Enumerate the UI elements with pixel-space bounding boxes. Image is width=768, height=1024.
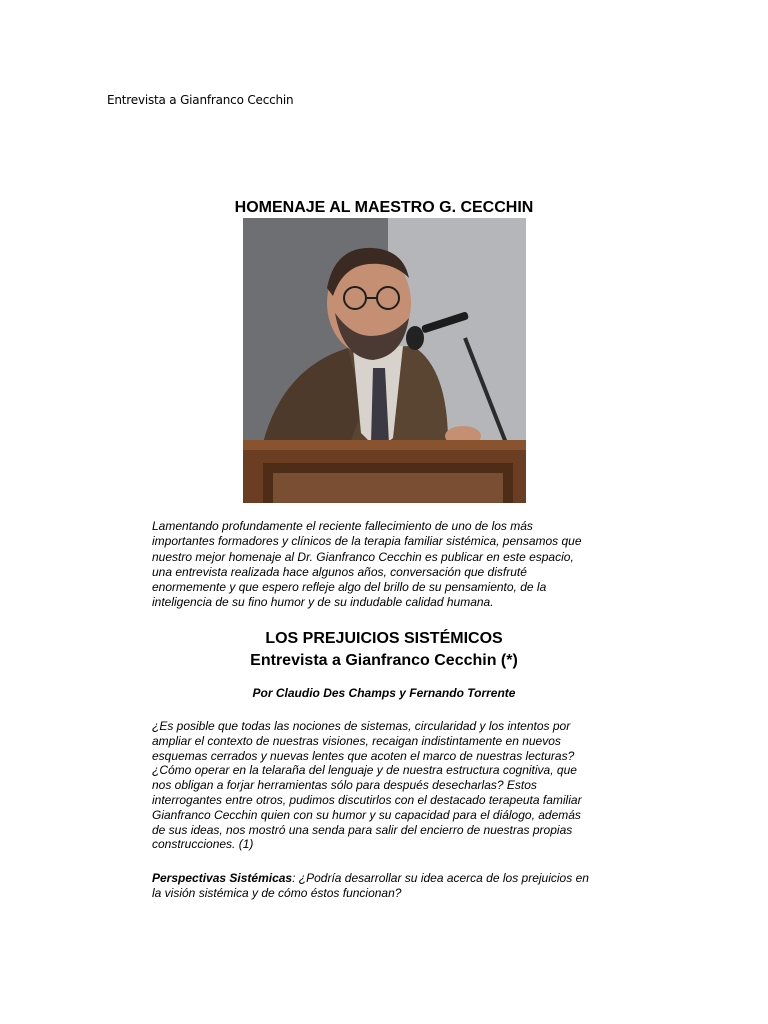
paragraph-line: Gianfranco Cecchin quien con su humor y su capacidad para el diálogo, además <box>152 807 581 822</box>
portrait-photo <box>243 218 526 503</box>
byline: Por Claudio Des Champs y Fernando Torrente <box>252 686 516 700</box>
intro-line: inteligencia de su fino humor y de su indudable calidad humana. <box>152 595 494 610</box>
intro-line: nuestro mejor homenaje al Dr. Gianfranco Cecchin es publicar en este espacio, <box>152 549 574 564</box>
question-text: : ¿Podría desarrollar su idea acerca de los prejuicios en <box>292 871 589 885</box>
interview-question <box>152 871 622 901</box>
paragraph-line: ¿Es posible que todas las nociones de sistemas, circularidad y los intentos por <box>152 719 571 733</box>
main-title: HOMENAJE AL MAESTRO G. CECCHIN <box>234 199 534 216</box>
document-header-title: Entrevista a Gianfranco Cecchin <box>107 93 294 107</box>
section-title: LOS PREJUICIOS SISTÉMICOS <box>265 630 503 647</box>
section-heading <box>0 628 768 672</box>
intro-line: una entrevista realizada hace algunos años, conversación que disfruté <box>152 564 527 579</box>
intro-line: importantes formadores y clínicos de la terapia familiar sistémica, pensamos que <box>152 534 582 549</box>
intro-paragraph <box>152 519 612 611</box>
paragraph-line: esquemas cerrados y nuevas lentes que acoten el marco de nuestras lecturas? <box>152 748 575 763</box>
paragraph-line: interrogantes entre otros, pudimos discutirlos con el destacado terapeuta familiar <box>152 792 582 807</box>
intro-line: enormemente y que espero refleje algo del brillo de su pensamiento, de la <box>152 580 547 595</box>
question-speaker-label: Perspectivas Sistémicas <box>152 871 293 885</box>
question-line <box>152 871 622 886</box>
paragraph-line: ¿Cómo operar en la telaraña del lenguaje y de nuestra estructura cognitiva, que <box>152 763 577 778</box>
section-subtitle: Entrevista a Gianfranco Cecchin (*) <box>250 652 518 669</box>
paragraph-line: nos obligan a forjar herramientas sólo para después desecharlas? Estos <box>152 778 537 793</box>
question-line: la visión sistémica y de cómo éstos funcionan? <box>152 886 402 900</box>
paragraph-line: ampliar el contexto de nuestras visiones, recaigan indistintamente en nuevos <box>152 733 561 748</box>
intro-line: Lamentando profundamente el reciente fallecimiento de uno de los más <box>152 519 533 533</box>
paragraph-line: de sus ideas, nos mostró una senda para salir del encierro de nuestras propias <box>152 822 573 837</box>
interview-intro-paragraph <box>152 719 612 852</box>
paragraph-line: construcciones. (1) <box>152 837 254 852</box>
